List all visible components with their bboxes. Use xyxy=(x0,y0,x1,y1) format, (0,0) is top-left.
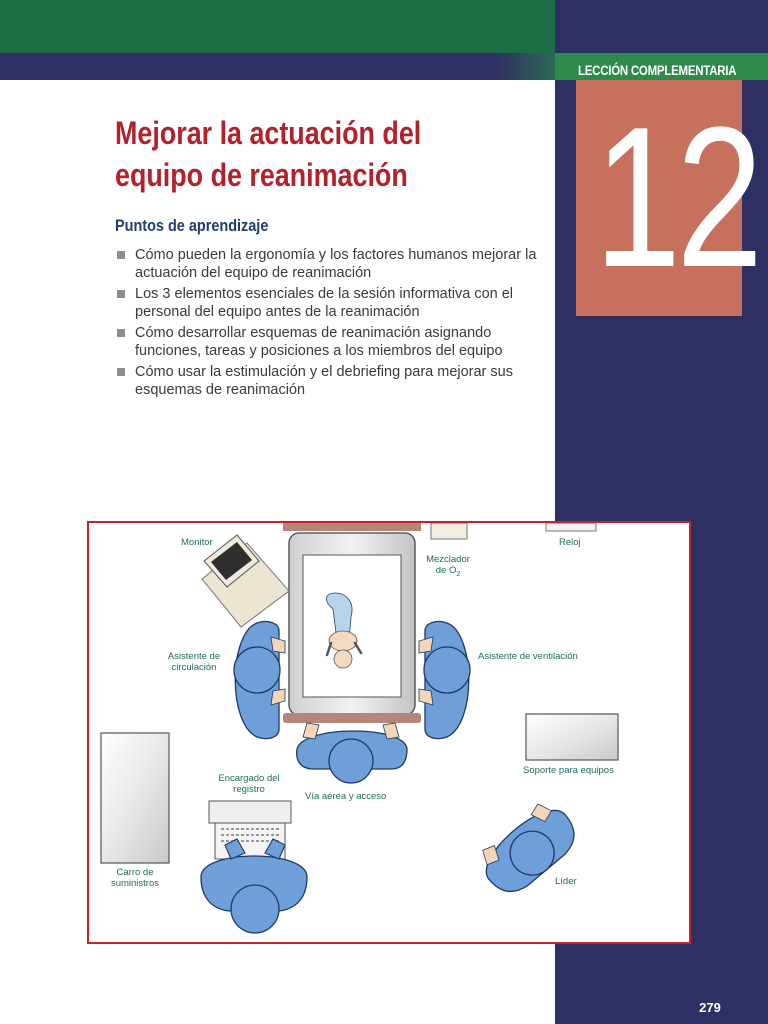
label-recorder: Encargado del registro xyxy=(218,773,280,795)
label-airway-access: Vía aérea y acceso xyxy=(305,791,387,802)
learning-points-list xyxy=(115,246,545,402)
learning-point: Cómo usar la estimulación y el debriefing para mejorar sus esquemas de reanimación xyxy=(115,363,545,399)
warmer-top-rail xyxy=(283,523,421,531)
resuscitation-team-layout-figure xyxy=(87,521,691,944)
monitor-icon xyxy=(202,535,289,627)
square-bullet-icon xyxy=(117,368,125,376)
figure-illustration xyxy=(89,523,689,942)
header-navy-band xyxy=(0,53,555,80)
label-oxygen-mixer: Mezclador de $O_2$ xyxy=(426,554,470,578)
label-circulation-assistant: Asistente de circulación xyxy=(167,651,221,673)
label-leader: Líder xyxy=(555,876,577,887)
header-green-band xyxy=(0,0,555,53)
lesson-label: LECCIÓN COMPLEMENTARIA xyxy=(578,62,737,78)
equipment-stand xyxy=(526,714,618,760)
recorder-figure xyxy=(201,801,307,933)
learning-point: Cómo desarrollar esquemas de reanimación asignando funciones, tareas y posiciones a los miembros del equipo xyxy=(115,324,545,360)
learning-point: Cómo pueden la ergonomía y los factores humanos mejorar la actuación del equipo de reanimación xyxy=(115,246,545,282)
label-clock: Reloj xyxy=(559,537,581,548)
circulation-assistant-figure xyxy=(234,621,285,738)
label-ventilation-assistant: Asistente de ventilación xyxy=(478,651,578,662)
oxygen-mixer-box xyxy=(431,523,467,539)
label-monitor: Monitor xyxy=(181,537,213,548)
learning-points-heading: Puntos de aprendizaje xyxy=(115,216,269,235)
page-number: 279 xyxy=(699,1000,721,1015)
square-bullet-icon xyxy=(117,290,125,298)
radiant-warmer-bed xyxy=(283,533,421,723)
supply-cart xyxy=(101,733,169,863)
lesson-number-box xyxy=(576,80,759,316)
square-bullet-icon xyxy=(117,251,125,259)
square-bullet-icon xyxy=(117,329,125,337)
label-equipment-stand: Soporte para equipos xyxy=(523,765,614,776)
page-title: Mejorar la actuación del equipo de reanimación xyxy=(115,115,422,193)
lesson-number: 12 xyxy=(594,86,759,309)
airway-access-figure xyxy=(297,723,407,783)
learning-point: Los 3 elementos esenciales de la sesión informativa con el personal del equipo antes de la reanimación xyxy=(115,285,545,321)
label-supply-cart: Carro de suministros xyxy=(110,867,160,889)
clock-box xyxy=(546,523,596,531)
ventilation-assistant-figure xyxy=(419,621,470,738)
